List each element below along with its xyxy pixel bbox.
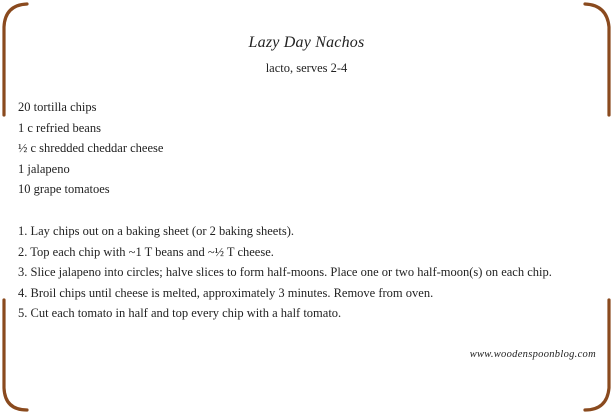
instruction-step: 2. Top each chip with ~1 T beans and ~½ T cheese. — [18, 244, 274, 259]
instruction-step: 4. Broil chips until cheese is melted, approximately 3 minutes. Remove from oven. — [18, 285, 434, 300]
ingredient-item: 10 grape tomatoes — [18, 182, 110, 197]
ingredient-item: 1 c refried beans — [18, 120, 101, 135]
ingredient-item: 1 jalapeno — [18, 161, 70, 176]
recipe-subtitle: lacto, serves 2-4 — [265, 61, 348, 75]
ingredient-list — [18, 97, 163, 200]
ingredient-item: 20 tortilla chips — [18, 100, 97, 114]
instruction-step: 5. Cut each tomato in half and top every chip with a half tomato. — [18, 306, 342, 321]
ingredient-item: ½ c shredded cheddar cheese — [18, 141, 164, 156]
instruction-list — [18, 221, 603, 324]
instruction-step: 3. Slice jalapeno into circles; halve slices to form half-moons. Place one or two half-moon(s) on each chip. — [18, 265, 552, 280]
corner-top-right — [585, 4, 609, 115]
blog-credit: www.woodenspoonblog.com — [469, 349, 596, 360]
recipe-title: Lazy Day Nachos — [248, 34, 365, 51]
instruction-step: 1. Lay chips out on a baking sheet (or 2 baking sheets). — [18, 224, 294, 238]
